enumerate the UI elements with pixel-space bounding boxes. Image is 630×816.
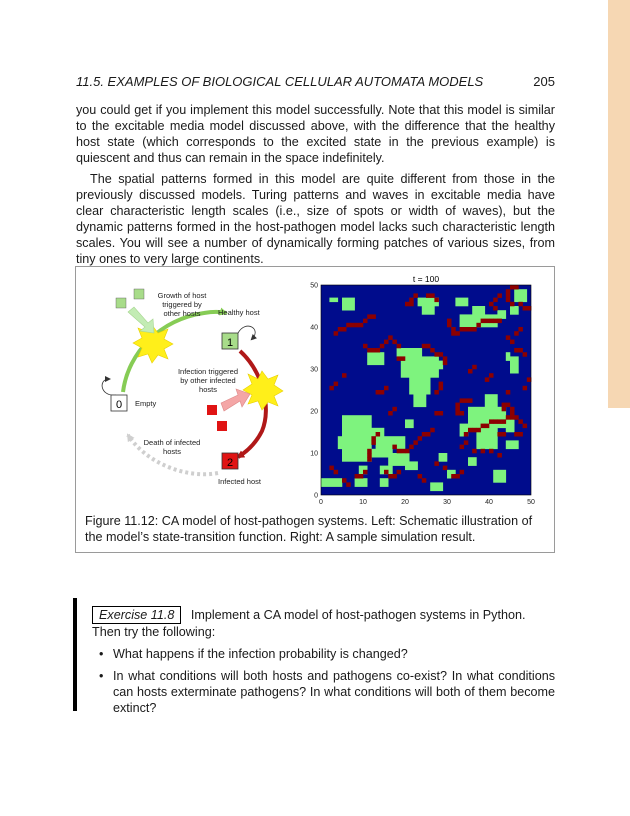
infected-host-cell [430, 293, 435, 298]
infected-host-cell [409, 298, 414, 303]
infected-host-cell [380, 390, 385, 395]
infected-host-cell [443, 361, 448, 366]
infected-host-cell [510, 415, 515, 420]
healthy-host-cell [405, 419, 414, 428]
infected-host-cell [455, 331, 460, 336]
infected-host-cell [334, 470, 339, 475]
infected-host-cell [388, 474, 393, 479]
infected-host-cell [472, 365, 477, 370]
infected-host-cell [489, 319, 494, 324]
infected-host-cell [497, 293, 502, 298]
infected-host-cell [506, 289, 511, 294]
infected-host-cell [397, 356, 402, 361]
infected-host-cell [380, 344, 385, 349]
exercise-intro: Implement a CA model of host-pathogen systems in Python. Then try the following: [92, 608, 526, 639]
infected-host-cell [401, 449, 406, 454]
infected-host-cell [413, 440, 418, 445]
infected-host-cell [460, 398, 465, 403]
infected-host-cell [439, 352, 444, 357]
x-tick-label: 50 [527, 499, 535, 506]
y-tick-label: 20 [310, 408, 318, 416]
infected-host-cell [342, 327, 347, 332]
healthy-host-cell [506, 419, 515, 432]
infected-host-cell [518, 327, 523, 332]
infected-host-cell [476, 428, 481, 433]
paragraph-2: The spatial patterns formed in this model are quite different from those in the previously discussed models. Turing patterns and waves in excitable media have clear characteristic length scales (i.e., size of spots or width of waves), but the dynamic patterns formed in the host-pathogen model lacks such characteristic length scales. You will see a number of dynamically forming patches of various sizes, from tiny ones to very large continents. [76, 172, 555, 266]
infected-host-cell [388, 411, 393, 416]
infected-host-cell [359, 474, 364, 479]
infected-host-cell [451, 327, 456, 332]
infected-host-cell [510, 285, 515, 290]
infected-host-cell [489, 373, 494, 378]
infected-host-cell [468, 327, 473, 332]
healthy-host-cell [485, 394, 498, 407]
growth-label-line-3: other hosts [163, 309, 201, 318]
infected-host-cell [502, 419, 507, 424]
infected-host-cell [493, 419, 498, 424]
infected-host-cell [405, 449, 410, 454]
infected-host-cell [346, 323, 351, 328]
infected-host-cell [447, 319, 452, 324]
exercise-rule [73, 598, 77, 711]
infected-host-cell [523, 424, 528, 429]
infected-host-cell [514, 432, 519, 437]
infected-host-cell [460, 445, 465, 450]
infected-host-cell [468, 369, 473, 374]
x-tick-label: 30 [443, 499, 451, 506]
infected-host-cell [392, 474, 397, 479]
empty-label: Empty [135, 399, 157, 408]
running-head [76, 74, 555, 92]
paragraph-1: you could get if you implement this model successfully. Note that this model is similar to the excitable media model discussed above, with the difference that the healthy host state (which corresponds to the excited state in the previous example) is quiescent and thus can remain in the space indefinitely. [76, 103, 555, 165]
infected-host-cell [485, 377, 490, 382]
healthy-host-cell [321, 478, 342, 487]
death-label-line-1: Death of infected [143, 438, 201, 447]
infected-host-cell [363, 470, 368, 475]
infected-host-cell [397, 449, 402, 454]
growth-label-line-1: Growth of host [157, 291, 207, 300]
y-tick-label: 0 [314, 492, 318, 500]
infected-host-cell [363, 319, 368, 324]
infected-host-cell [359, 323, 364, 328]
infected-host-cell [510, 340, 515, 345]
infected-host-cell [506, 293, 511, 298]
state-transition-diagram [102, 289, 283, 486]
infected-host-cell [514, 348, 519, 353]
state-label-healthy: 1 [226, 337, 234, 349]
x-tick-label: 40 [485, 499, 493, 506]
infected-host-label: Infected host [218, 477, 261, 486]
infected-host-cell [493, 306, 498, 311]
figure-caption: Figure 11.12: CA model of host-pathogen systems. Left: Schematic illustration of the model’s state-transition function. Right: A sample simulation result. [85, 514, 533, 544]
infected-host-cell [384, 340, 389, 345]
healthy-host-cell [397, 348, 423, 357]
state-label-infected: 2 [226, 457, 234, 469]
infected-host-cell [485, 424, 490, 429]
infected-host-cell [472, 327, 477, 332]
infected-host-cell [338, 327, 343, 332]
exercise-question: • What happens if the infection probability is changed? [113, 646, 555, 662]
infected-host-cell [418, 474, 423, 479]
y-tick-label: 50 [310, 282, 318, 290]
infected-host-cell [502, 403, 507, 408]
infected-host-cell [451, 474, 456, 479]
infected-host-cell [355, 323, 360, 328]
infected-host-cell [464, 327, 469, 332]
healthy-host-cell [376, 436, 406, 449]
infected-host-cell [502, 407, 507, 412]
infected-host-cell [434, 298, 439, 303]
infected-host-cell [422, 432, 427, 437]
healthy-host-cell [439, 453, 448, 462]
infected-host-cell [367, 348, 372, 353]
x-tick-label: 20 [401, 499, 409, 506]
infected-host-cell [455, 474, 460, 479]
heatmap-title: t = 100 [412, 274, 440, 284]
infected-host-cell [464, 440, 469, 445]
infected-host-cell [506, 415, 511, 420]
infected-host-cell [439, 411, 444, 416]
infected-host-cell [481, 449, 486, 454]
infected-host-cell [518, 432, 523, 437]
infected-host-cell [392, 407, 397, 412]
infected-host-cell [405, 302, 410, 307]
self-loop-empty [102, 379, 116, 395]
infected-host-cell [502, 432, 507, 437]
infected-host-cell [510, 407, 515, 412]
infected-host-cell [376, 348, 381, 353]
infection-burst-icon [243, 371, 283, 410]
infected-host-cell [506, 403, 511, 408]
healthy-host-cell [472, 306, 485, 315]
infected-host-cell [497, 432, 502, 437]
neighbor-infected-cell [217, 421, 227, 431]
infected-host-cell [493, 298, 498, 303]
healthy-host-cell [422, 306, 435, 315]
healthy-host-cell [514, 289, 527, 302]
growth-label-line-2: triggered by [162, 300, 202, 309]
infected-host-cell [451, 331, 456, 336]
simulation-heatmap [310, 274, 535, 506]
figure-canvas [76, 267, 554, 507]
healthy-host-cell [367, 352, 384, 365]
infected-host-cell [363, 344, 368, 349]
infected-host-cell [514, 331, 519, 336]
infected-host-cell [523, 306, 528, 311]
infected-host-cell [514, 285, 519, 290]
infected-host-cell [460, 470, 465, 475]
exercise-11-8 [73, 598, 555, 715]
infected-host-cell [376, 390, 381, 395]
infected-host-cell [367, 453, 372, 458]
infected-host-cell [523, 386, 528, 391]
healthy-host-cell [355, 478, 368, 487]
infected-host-cell [460, 327, 465, 332]
infected-host-cell [439, 386, 444, 391]
infected-host-cell [388, 335, 393, 340]
infected-host-cell [455, 411, 460, 416]
neighbor-infected-cell [207, 405, 217, 415]
infected-host-cell [342, 478, 347, 483]
infected-host-cell [514, 415, 519, 420]
healthy-host-cell [329, 298, 338, 303]
infected-host-cell [476, 323, 481, 328]
infected-host-cell [422, 478, 427, 483]
infected-host-cell [464, 432, 469, 437]
infected-host-cell [485, 319, 490, 324]
running-head-title: 11.5. EXAMPLES OF BIOLOGICAL CELLULAR AUTOMATA MODELS [76, 74, 484, 89]
infected-host-cell [401, 356, 406, 361]
infected-host-cell [518, 302, 523, 307]
infected-host-cell [510, 411, 515, 416]
y-tick-label: 10 [310, 450, 318, 458]
infected-host-cell [497, 319, 502, 324]
infected-host-cell [506, 335, 511, 340]
infected-host-cell [481, 424, 486, 429]
infected-host-cell [426, 344, 431, 349]
infected-host-cell [506, 390, 511, 395]
death-label-line-2: hosts [163, 447, 181, 456]
x-tick-label: 0 [319, 499, 323, 506]
figure-11-12 [75, 266, 555, 553]
healthy-host-cell [405, 461, 418, 470]
infected-host-cell [371, 436, 376, 441]
infected-host-cell [346, 482, 351, 487]
state-label-empty: 0 [115, 399, 123, 411]
exercise-questions [113, 646, 555, 722]
y-tick-label: 30 [310, 366, 318, 374]
healthy-host-cell [430, 361, 443, 370]
infected-host-cell [497, 419, 502, 424]
infected-host-cell [460, 411, 465, 416]
infected-host-cell [409, 302, 414, 307]
infected-host-cell [443, 466, 448, 471]
infected-host-cell [384, 386, 389, 391]
neighbor-healthy-cell [134, 289, 144, 299]
infected-host-cell [371, 348, 376, 353]
infected-host-cell [426, 432, 431, 437]
healthy-host-cell [506, 352, 511, 361]
infected-host-cell [497, 453, 502, 458]
infected-host-cell [426, 293, 431, 298]
infected-host-cell [434, 352, 439, 357]
infected-host-cell [472, 449, 477, 454]
healthy-host-cell [468, 457, 477, 466]
infected-host-cell [367, 314, 372, 319]
infected-host-cell [409, 445, 414, 450]
infected-host-cell [355, 474, 360, 479]
infected-host-cell [384, 470, 389, 475]
infected-host-cell [506, 298, 511, 303]
infected-host-cell [527, 377, 532, 382]
healthy-host-cell [506, 440, 519, 449]
infected-host-cell [397, 344, 402, 349]
infected-host-cell [481, 319, 486, 324]
healthy-host-cell [342, 298, 355, 311]
healthy-host-cell [430, 482, 443, 491]
infected-host-cell [334, 382, 339, 387]
x-tick-label: 10 [359, 499, 367, 506]
infected-host-cell [510, 302, 515, 307]
infected-host-cell [518, 348, 523, 353]
infected-host-cell [434, 390, 439, 395]
healthy-host-cell [493, 470, 506, 483]
infected-host-cell [329, 386, 334, 391]
infected-host-cell [371, 314, 376, 319]
infected-host-cell [455, 407, 460, 412]
y-tick-label: 40 [310, 324, 318, 332]
infected-host-cell [527, 306, 532, 311]
healthy-host-cell [413, 394, 426, 407]
infected-host-cell [464, 398, 469, 403]
infected-host-cell [392, 445, 397, 450]
healthy-host-label: Healthy host [218, 308, 260, 317]
infection-label-line-2: by other infected [180, 376, 236, 385]
infected-host-cell [518, 419, 523, 424]
infected-host-cell [489, 419, 494, 424]
infected-host-cell [376, 432, 381, 437]
infection-input-arrow [221, 389, 250, 411]
infected-host-cell [350, 323, 355, 328]
chapter-tab [608, 0, 630, 408]
infected-host-cell [342, 373, 347, 378]
infected-host-cell [434, 461, 439, 466]
infected-host-cell [493, 319, 498, 324]
infected-host-cell [455, 403, 460, 408]
infected-host-cell [468, 398, 473, 403]
neighbor-healthy-cell [116, 298, 126, 308]
exercise-intro-block [92, 606, 555, 640]
infected-host-cell [422, 344, 427, 349]
infected-host-cell [334, 331, 339, 336]
infected-host-cell [418, 436, 423, 441]
exercise-question: • In what conditions will both hosts and pathogens co-exist? In what conditions can hosts exterminate pathogens? In what conditions will both of them become extinct? [113, 668, 555, 716]
infected-host-cell [392, 340, 397, 345]
infected-host-cell [489, 449, 494, 454]
healthy-host-cell [409, 377, 430, 394]
infected-host-cell [367, 457, 372, 462]
infection-label-line-1: Infection triggered [177, 367, 239, 376]
infected-host-cell [434, 411, 439, 416]
page-number: 205 [533, 74, 555, 89]
healthy-host-cell [510, 306, 519, 315]
infected-host-cell [329, 466, 334, 471]
healthy-host-cell [455, 298, 468, 307]
exercise-label: Exercise 11.8 [92, 606, 181, 624]
healthy-host-cell [380, 478, 389, 487]
infected-host-cell [489, 302, 494, 307]
infected-host-cell [413, 293, 418, 298]
infected-host-cell [443, 356, 448, 361]
infected-host-cell [472, 428, 477, 433]
infected-host-cell [367, 449, 372, 454]
infected-host-cell [371, 440, 376, 445]
infected-host-cell [447, 323, 452, 328]
infected-host-cell [439, 382, 444, 387]
healthy-host-cell [497, 310, 506, 319]
self-loop-healthy [238, 326, 255, 339]
infected-host-cell [523, 352, 528, 357]
healthy-host-cell [338, 436, 347, 449]
infected-host-cell [430, 348, 435, 353]
infected-host-cell [397, 470, 402, 475]
healthy-host-cell [510, 356, 519, 373]
infected-host-cell [430, 428, 435, 433]
infection-label-line-3: hosts [199, 385, 217, 394]
infected-host-cell [468, 428, 473, 433]
